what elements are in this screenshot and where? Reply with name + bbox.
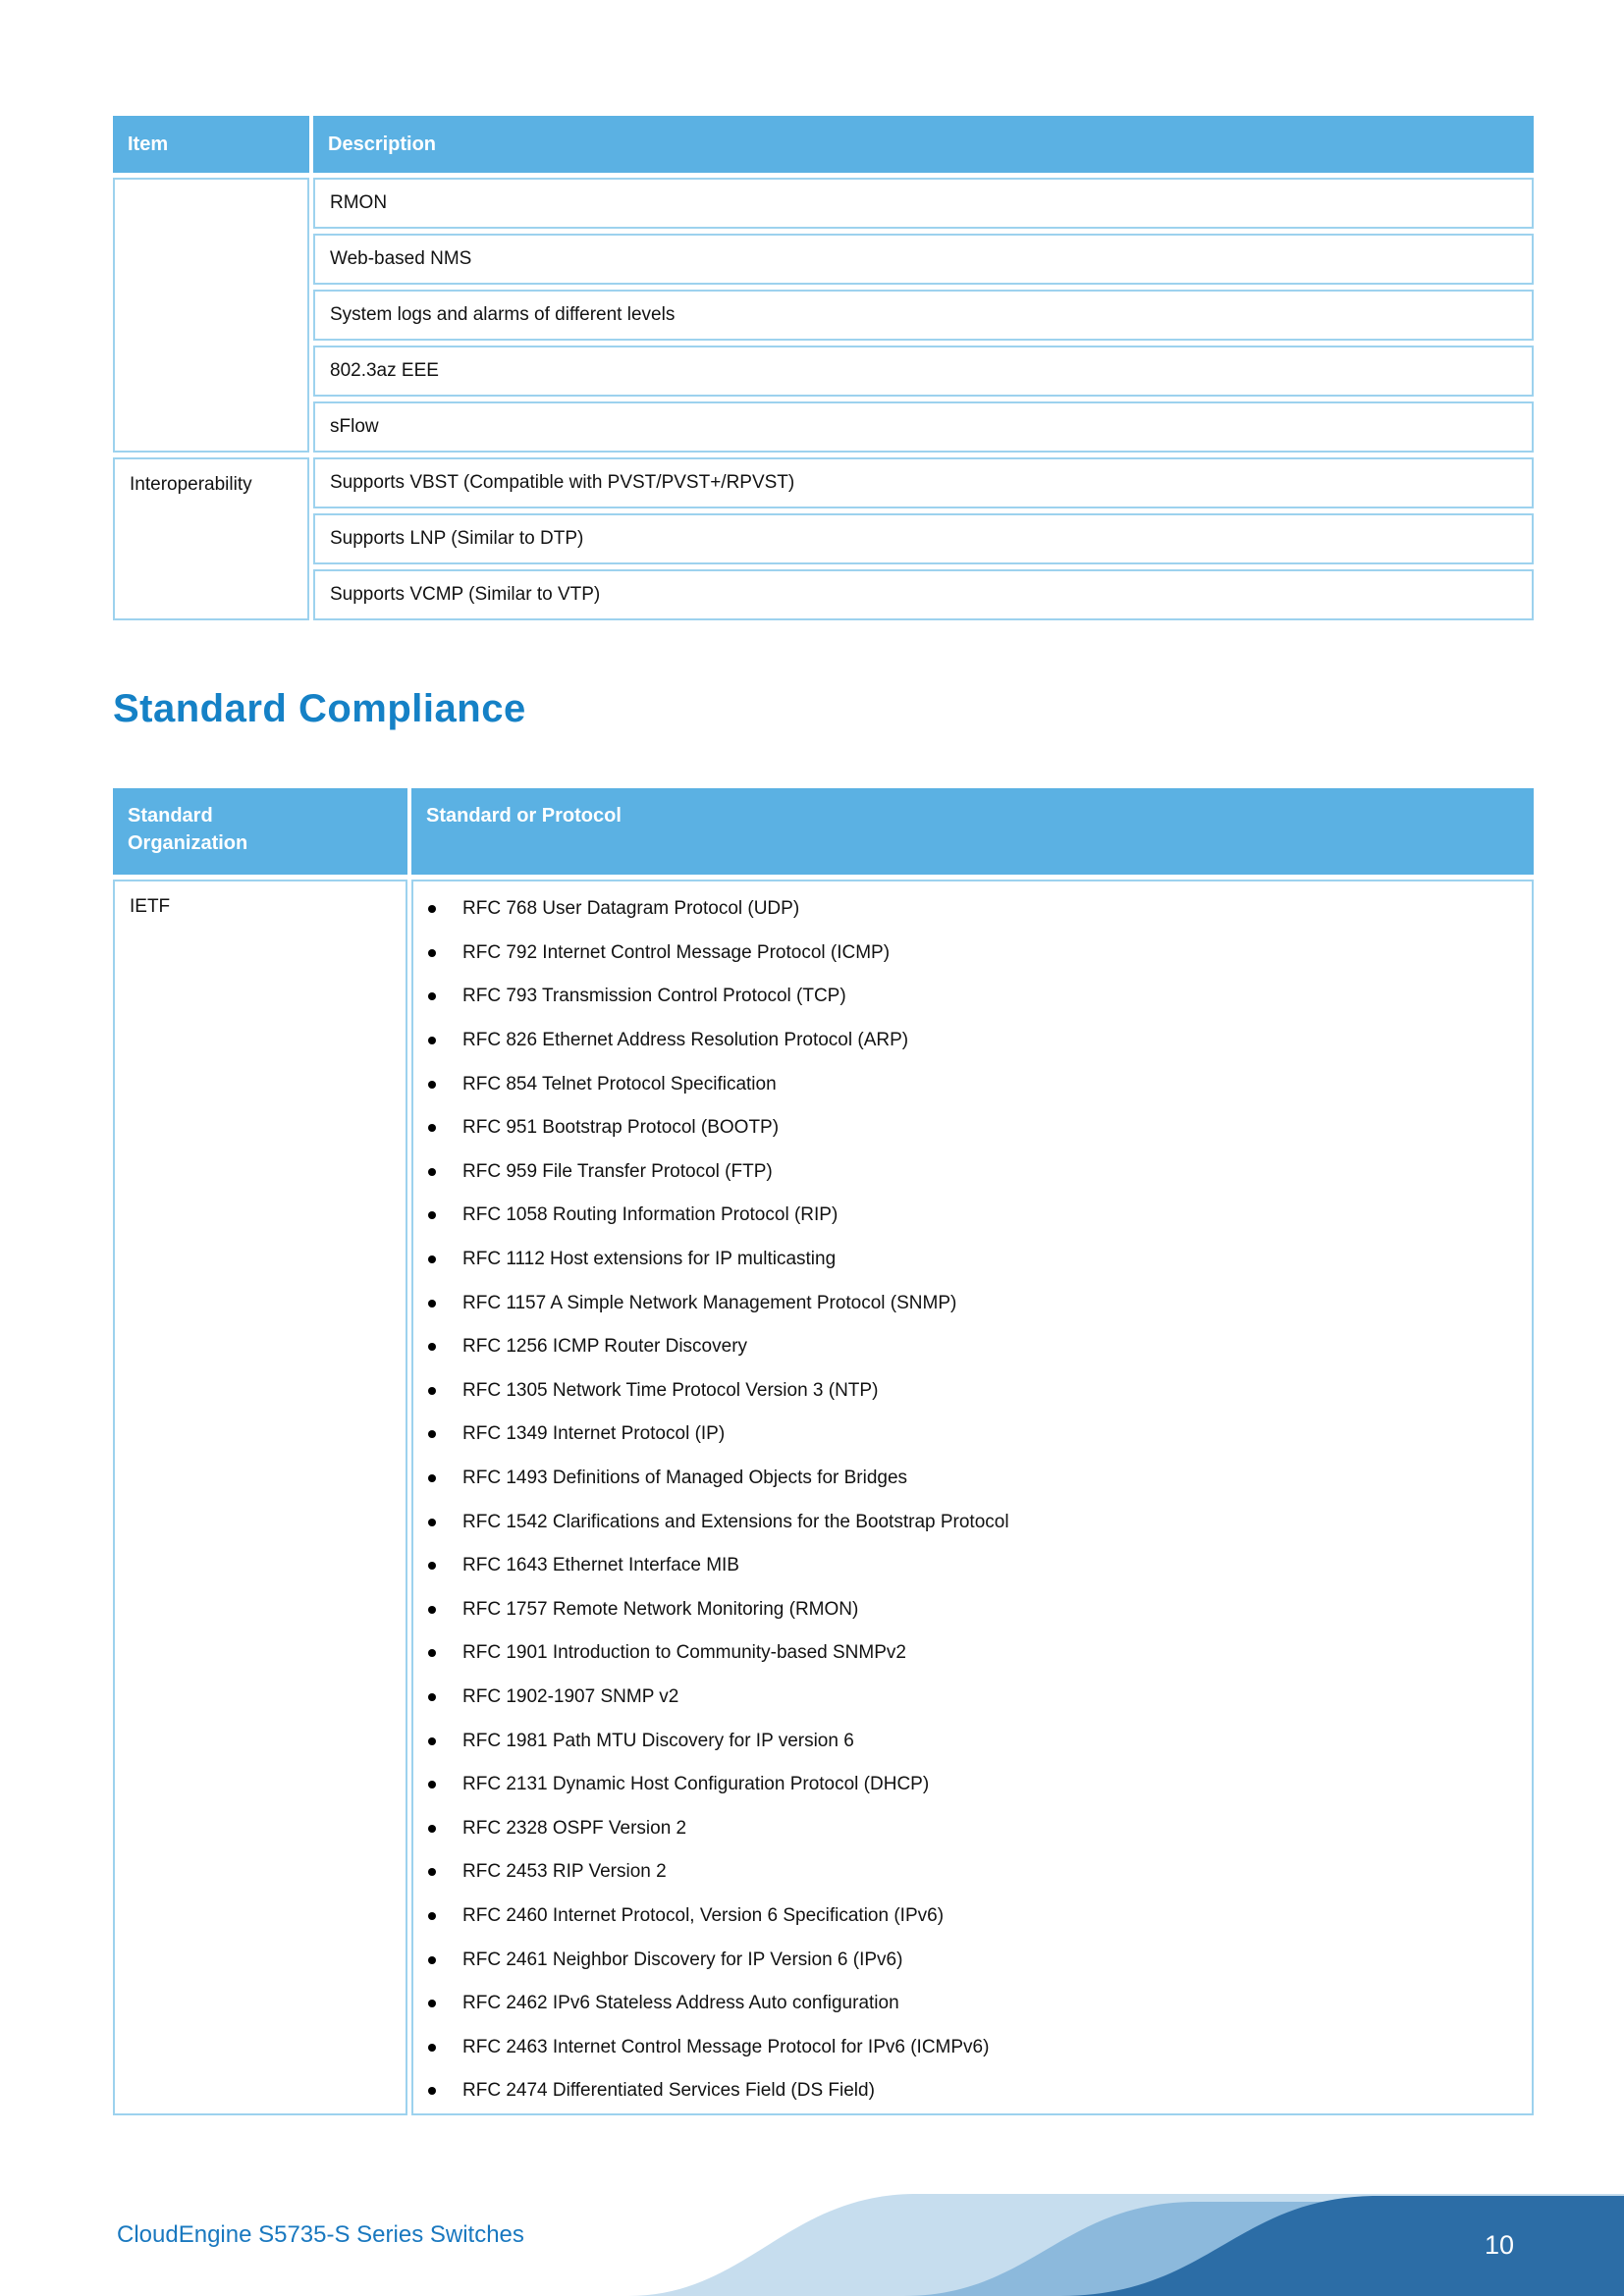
standard-item: RFC 1058 Routing Information Protocol (RIP) bbox=[413, 1194, 1532, 1238]
standard-item: RFC 1493 Definitions of Managed Objects for Bridges bbox=[413, 1457, 1532, 1501]
table-cell: Supports VCMP (Similar to VTP) bbox=[313, 569, 1534, 620]
section-heading: Standard Compliance bbox=[113, 687, 526, 730]
standard-item: RFC 1902-1907 SNMP v2 bbox=[413, 1676, 1532, 1720]
standard-item: RFC 1643 Ethernet Interface MIB bbox=[413, 1544, 1532, 1588]
standard-item: RFC 1256 ICMP Router Discovery bbox=[413, 1325, 1532, 1369]
table-cell: RMON bbox=[313, 178, 1534, 229]
standard-item: RFC 1305 Network Time Protocol Version 3 (NTP) bbox=[413, 1369, 1532, 1414]
page-number: 10 bbox=[1484, 2230, 1514, 2260]
standard-item: RFC 951 Bootstrap Protocol (BOOTP) bbox=[413, 1106, 1532, 1150]
features-table-header-item: Item bbox=[113, 116, 309, 173]
table-cell: sFlow bbox=[313, 401, 1534, 453]
standard-item: RFC 2460 Internet Protocol, Version 6 Specification (IPv6) bbox=[413, 1895, 1532, 1939]
standard-item: RFC 959 File Transfer Protocol (FTP) bbox=[413, 1150, 1532, 1195]
features-table-header-description: Description bbox=[313, 116, 1534, 173]
table-cell: Supports LNP (Similar to DTP) bbox=[313, 513, 1534, 564]
standard-item: RFC 793 Transmission Control Protocol (TCP) bbox=[413, 975, 1532, 1019]
standard-item: RFC 2462 IPv6 Stateless Address Auto configuration bbox=[413, 1982, 1532, 2026]
standard-item: RFC 2474 Differentiated Services Field (DS Field) bbox=[413, 2069, 1532, 2113]
standards-table-header-organization bbox=[113, 788, 407, 875]
standards-cell bbox=[411, 880, 1534, 2115]
table-cell: Supports VBST (Compatible with PVST/PVST+/RPVST) bbox=[313, 457, 1534, 508]
standard-item: RFC 2328 OSPF Version 2 bbox=[413, 1806, 1532, 1850]
standards-list bbox=[413, 881, 1532, 2113]
features-table bbox=[113, 116, 1534, 620]
item-cell-empty bbox=[113, 178, 309, 453]
standard-item: RFC 768 User Datagram Protocol (UDP) bbox=[413, 887, 1532, 932]
header-label: Standard or Protocol bbox=[426, 805, 622, 827]
standard-item: RFC 2461 Neighbor Discovery for IP Version 6 (IPv6) bbox=[413, 1938, 1532, 1982]
standard-item: RFC 1901 Introduction to Community-based SNMPv2 bbox=[413, 1631, 1532, 1676]
table-cell: 802.3az EEE bbox=[313, 346, 1534, 397]
standards-table-header-protocol bbox=[411, 788, 1534, 875]
organization-cell: IETF bbox=[113, 880, 407, 2115]
standard-item: RFC 1542 Clarifications and Extensions for the Bootstrap Protocol bbox=[413, 1500, 1532, 1544]
standard-item: RFC 2131 Dynamic Host Configuration Protocol (DHCP) bbox=[413, 1763, 1532, 1807]
standard-item: RFC 2463 Internet Control Message Protocol for IPv6 (ICMPv6) bbox=[413, 2025, 1532, 2069]
table-cell: Web-based NMS bbox=[313, 234, 1534, 285]
item-cell-interoperability: Interoperability bbox=[113, 457, 309, 620]
standard-item: RFC 854 Telnet Protocol Specification bbox=[413, 1062, 1532, 1106]
standards-table bbox=[113, 788, 1534, 2115]
standard-item: RFC 1349 Internet Protocol (IP) bbox=[413, 1413, 1532, 1457]
standard-item: RFC 826 Ethernet Address Resolution Protocol (ARP) bbox=[413, 1019, 1532, 1063]
footer-document-title: CloudEngine S5735-S Series Switches bbox=[117, 2221, 524, 2248]
standard-item: RFC 1157 A Simple Network Management Protocol (SNMP) bbox=[413, 1281, 1532, 1325]
standard-item: RFC 1757 Remote Network Monitoring (RMON) bbox=[413, 1588, 1532, 1632]
standard-item: RFC 1112 Host extensions for IP multicasting bbox=[413, 1238, 1532, 1282]
table-cell: System logs and alarms of different levels bbox=[313, 290, 1534, 341]
standard-item: RFC 792 Internet Control Message Protocol (ICMP) bbox=[413, 932, 1532, 976]
header-label: Standard Organization bbox=[128, 805, 248, 854]
standard-item: RFC 1981 Path MTU Discovery for IP version 6 bbox=[413, 1719, 1532, 1763]
standard-item: RFC 2453 RIP Version 2 bbox=[413, 1850, 1532, 1895]
